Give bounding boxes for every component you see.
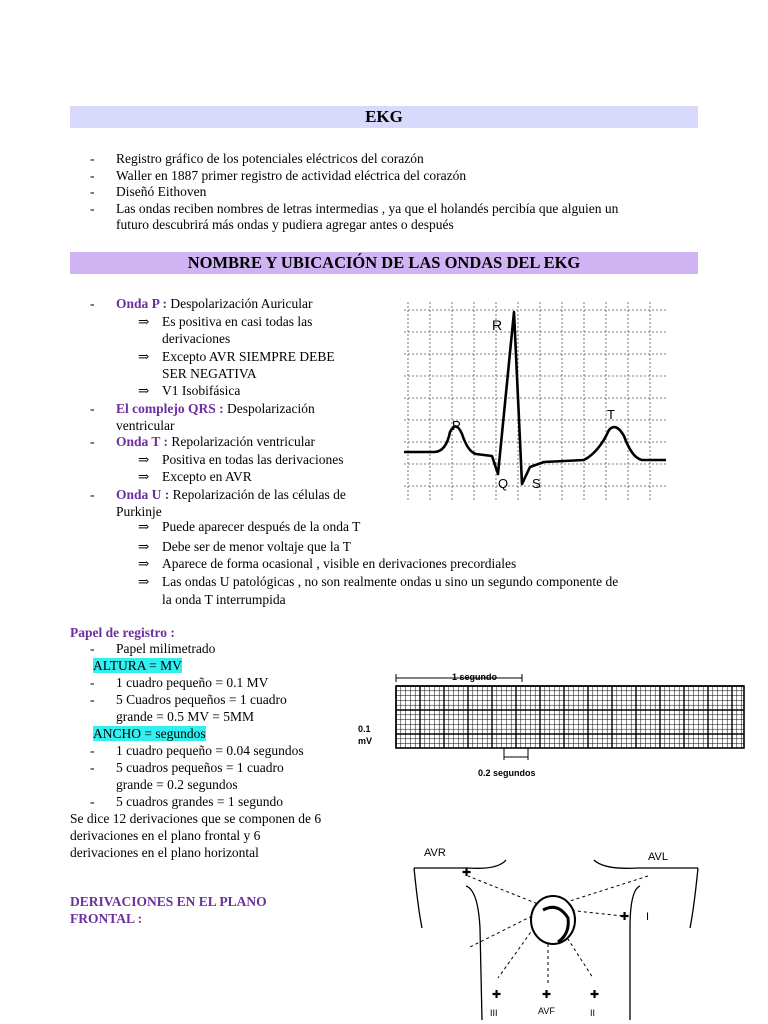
- arrow-icon: ⇒: [138, 574, 150, 589]
- grid-label-mv: mV: [358, 736, 373, 746]
- lead-i-label: I: [646, 911, 650, 923]
- ecg-grid: [404, 302, 666, 502]
- title-banner-ondas: NOMBRE Y UBICACIÓN DE LAS ONDAS DEL EKG: [70, 252, 698, 274]
- arrow-icon: ⇒: [138, 314, 150, 329]
- intro-list: [70, 151, 710, 234]
- ancho-highlight: ANCHO = segundos: [93, 726, 206, 741]
- frontal-title-2: FRONTAL :: [70, 911, 143, 926]
- grid-lines: [396, 686, 744, 748]
- ecg-label-q: Q: [498, 476, 509, 491]
- ecg-trace: [404, 312, 666, 484]
- grid-label-1-segundo: 1 segundo: [452, 672, 498, 682]
- onda-u-label: Onda U :: [116, 487, 170, 502]
- svg-text:✚: ✚: [590, 989, 600, 1001]
- list-item: - Diseñó Eithoven: [70, 184, 710, 201]
- grid-label-02-segundos: 0.2 segundos: [478, 768, 536, 778]
- arrow-icon: ⇒: [138, 383, 150, 398]
- lead-iii-label: III: [490, 1008, 498, 1018]
- svg-text:✚: ✚: [542, 989, 552, 1001]
- svg-text:✚: ✚: [620, 911, 630, 923]
- papel-title: Papel de registro :: [70, 625, 175, 640]
- ecg-label-s: S: [532, 476, 541, 491]
- title-banner-ekg: EKG: [70, 106, 698, 128]
- lead-avf-label: AVF: [538, 1006, 555, 1016]
- onda-t-label: Onda T :: [116, 434, 169, 449]
- lead-avl-label: AVL: [648, 851, 668, 863]
- frontal-title-1: DERIVACIONES EN EL PLANO: [70, 894, 267, 909]
- qrs-label: El complejo QRS :: [116, 401, 224, 416]
- arrow-icon: ⇒: [138, 452, 150, 467]
- arrow-icon: ⇒: [138, 556, 150, 571]
- ecg-label-t: T: [607, 407, 615, 422]
- grid-label-01: 0.1: [358, 724, 371, 734]
- svg-text:✚: ✚: [492, 989, 502, 1001]
- ecg-waveform-figure: [404, 302, 666, 502]
- lead-avr-label: AVR: [424, 847, 446, 859]
- ecg-label-r: R: [492, 317, 503, 333]
- list-item: - Registro gráfico de los potenciales eléctricos del corazón: [70, 151, 710, 168]
- arrow-icon: ⇒: [138, 539, 150, 554]
- svg-text:✚: ✚: [462, 867, 472, 879]
- onda-p-label: Onda P :: [116, 296, 168, 311]
- lead-ii-label: II: [590, 1008, 596, 1018]
- list-item: - Las ondas reciben nombres de letras intermedias , ya que el holandés percibía que alguien un futuro descubrirá más ondas y pudiera agregar antes o después: [70, 201, 710, 234]
- list-item: - Waller en 1887 primer registro de actividad eléctrica del corazón: [70, 168, 710, 185]
- arrow-icon: ⇒: [138, 349, 150, 364]
- ecg-label-p: P: [452, 418, 461, 433]
- altura-highlight: ALTURA = MV: [93, 658, 182, 673]
- frontal-leads-figure: [408, 838, 704, 1020]
- arrow-icon: ⇒: [138, 469, 150, 484]
- arrow-icon: ⇒: [138, 519, 150, 534]
- grid-paper-figure: [352, 664, 748, 786]
